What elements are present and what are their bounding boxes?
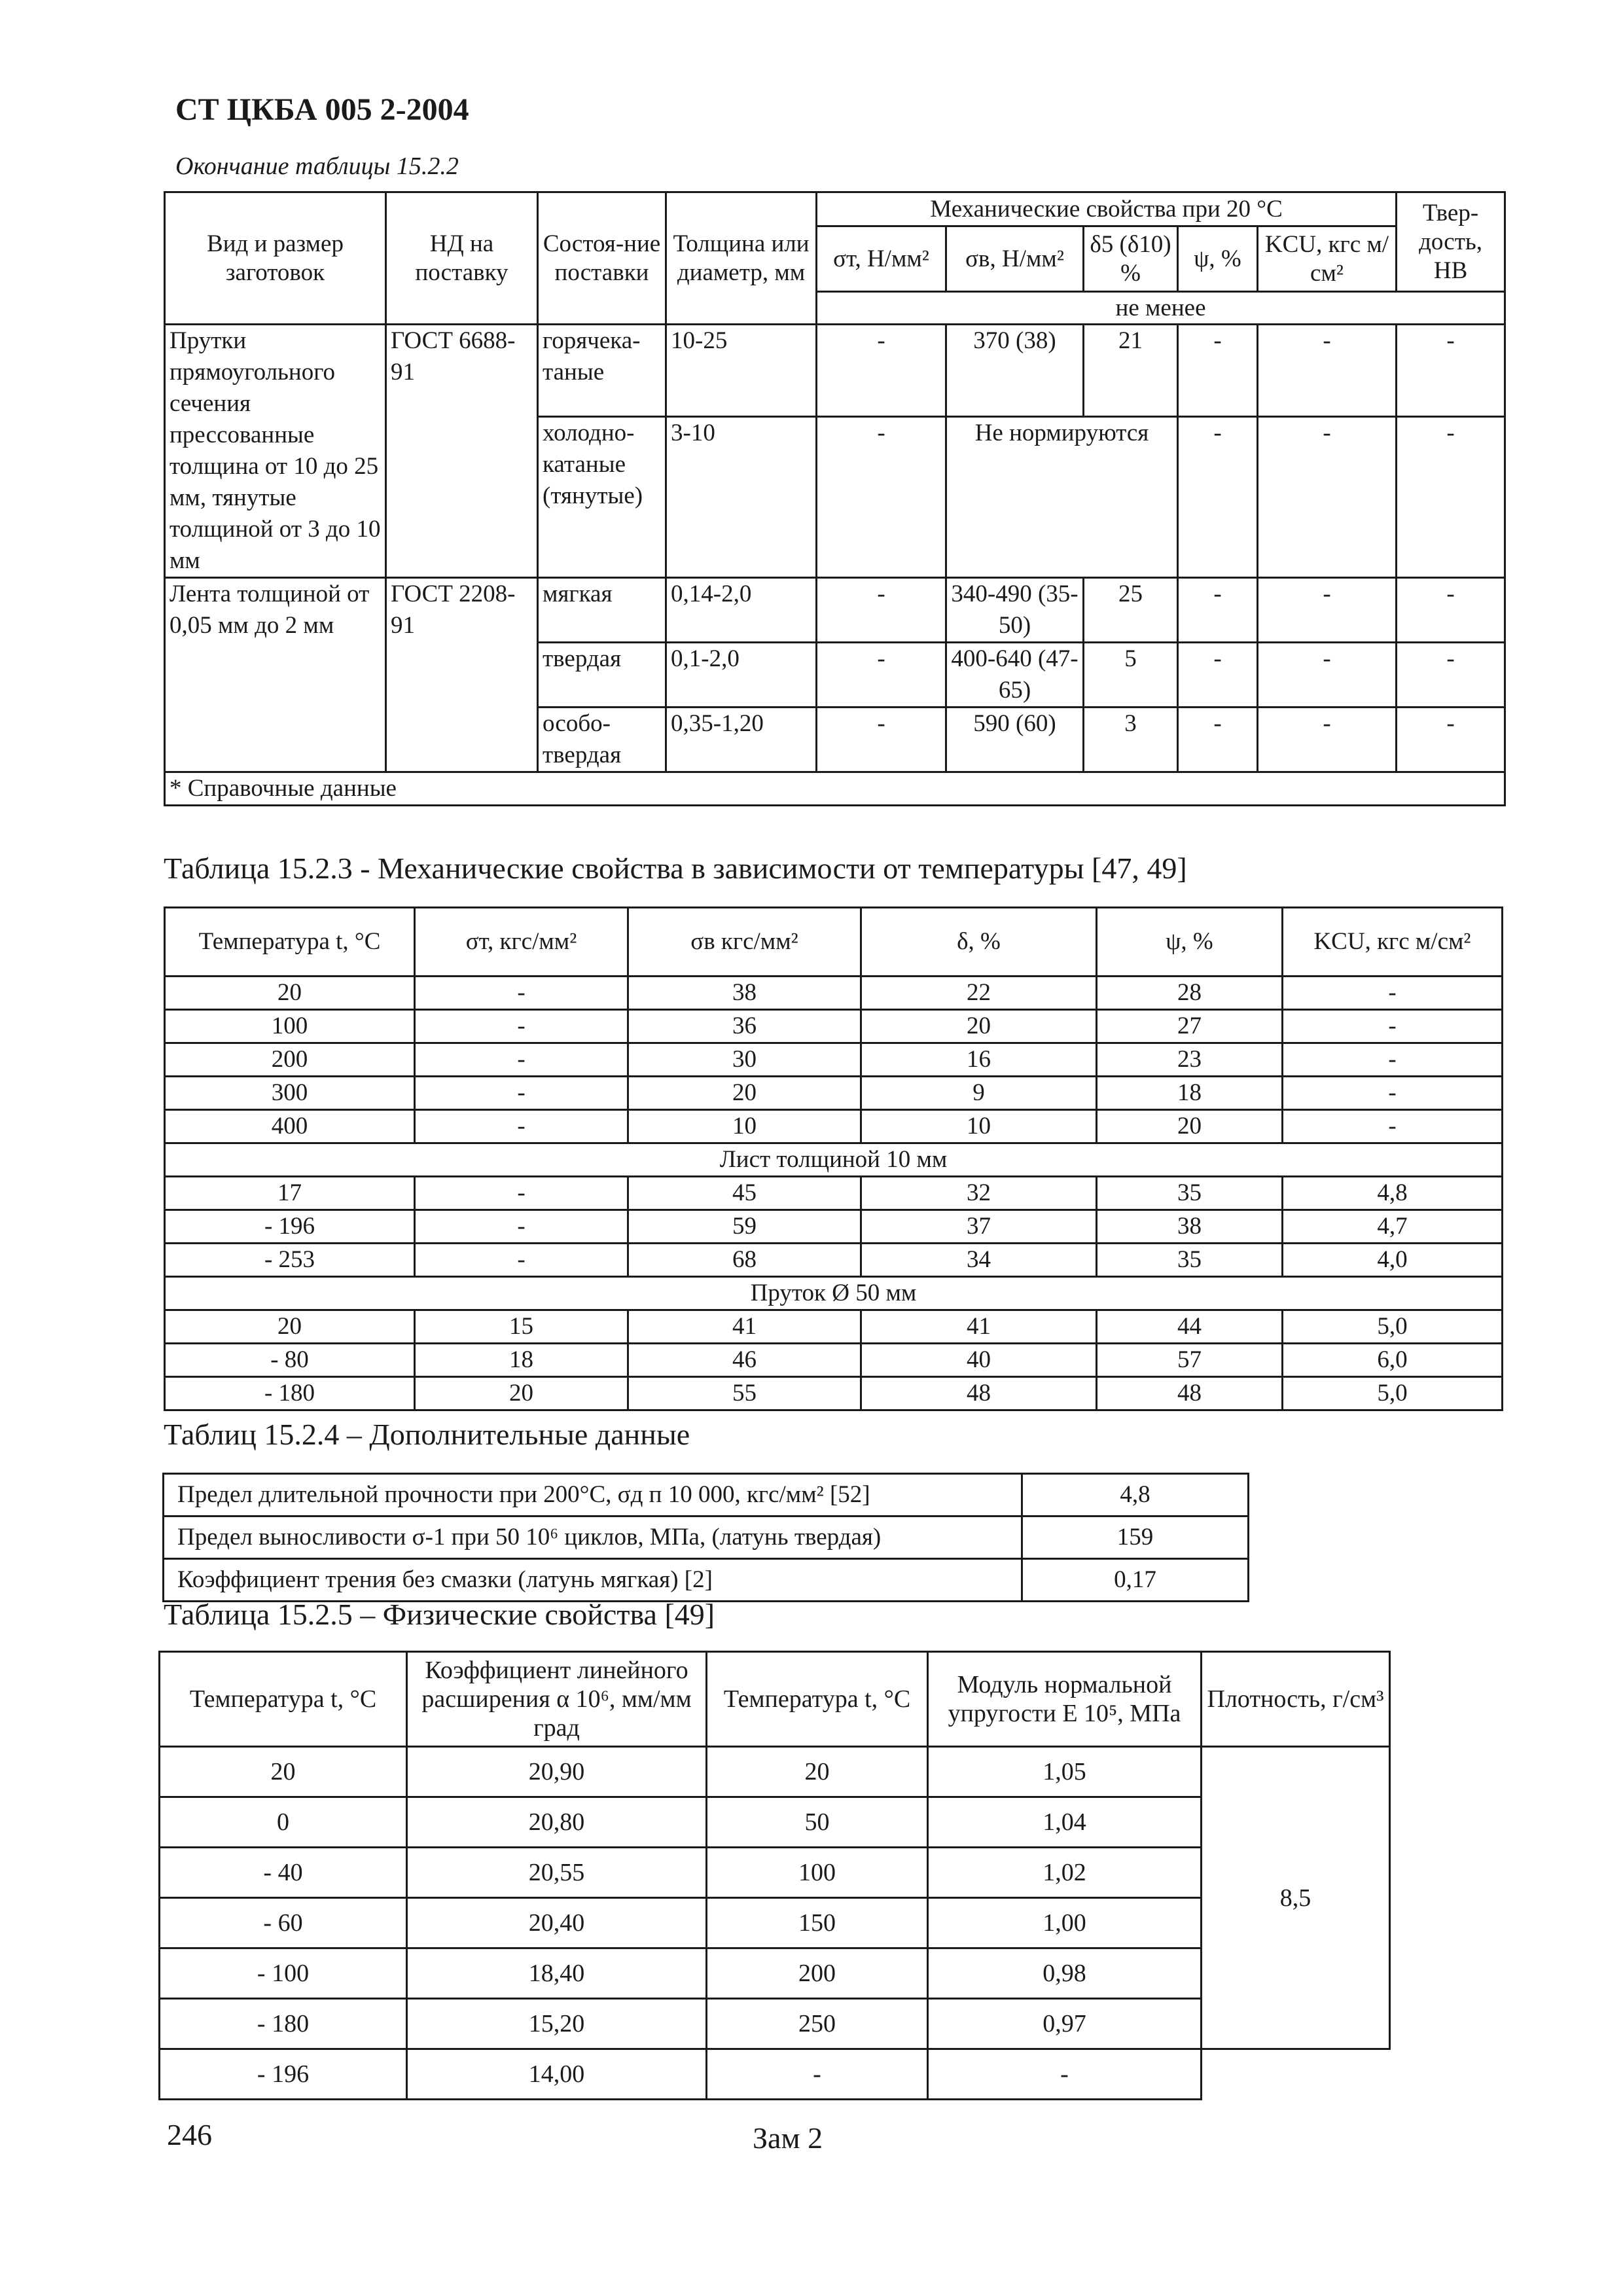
temperature-cell: 200 bbox=[165, 1043, 415, 1077]
sigma-v-cell: 340-490 (35-50) bbox=[946, 578, 1084, 643]
hardness-cell: - bbox=[1397, 643, 1505, 708]
hardness-cell: - bbox=[1397, 416, 1505, 577]
table-15-2-5 bbox=[158, 1651, 1391, 2100]
sigma-v-cell: 46 bbox=[628, 1344, 861, 1377]
property-label: Коэффициент трения без смазки (латунь мягкая) [2] bbox=[164, 1559, 1022, 1602]
state-cell: мягкая bbox=[538, 578, 666, 643]
delta-cell: 21 bbox=[1084, 325, 1178, 417]
document-code: СТ ЦКБА 005 2-2004 bbox=[175, 92, 469, 127]
kcu-cell: - bbox=[1258, 708, 1397, 772]
thickness-cell: 0,14-2,0 bbox=[666, 578, 817, 643]
rows-sheet bbox=[165, 1177, 1503, 1277]
table-footnote: * Справочные данные bbox=[165, 772, 1505, 806]
alpha-cell: 18,40 bbox=[407, 1948, 707, 1999]
kcu-cell: 6,0 bbox=[1283, 1344, 1503, 1377]
sigma-v-cell: 38 bbox=[628, 977, 861, 1010]
sigma-t-cell: - bbox=[817, 708, 946, 772]
header-hardness: Твер-дость, НВ bbox=[1397, 192, 1505, 292]
temperature-cell: - 196 bbox=[165, 1210, 415, 1244]
kcu-cell: - bbox=[1283, 977, 1503, 1010]
temperature-cell: 300 bbox=[165, 1077, 415, 1110]
kcu-cell: - bbox=[1258, 325, 1397, 417]
delta-cell: 5 bbox=[1084, 643, 1178, 708]
psi-cell: 28 bbox=[1097, 977, 1283, 1010]
alpha-cell: 20,55 bbox=[407, 1848, 707, 1898]
header-elastic-modulus: Модуль нормальной упругости E 10⁵, МПа bbox=[928, 1652, 1202, 1747]
temperature-cell: 250 bbox=[707, 1999, 928, 2049]
kcu-cell: 4,0 bbox=[1283, 1244, 1503, 1277]
hardness-cell: - bbox=[1397, 578, 1505, 643]
table-continuation-caption: Окончание таблицы 15.2.2 bbox=[175, 152, 459, 180]
temperature-cell: - 40 bbox=[160, 1848, 407, 1898]
header-kcu: KCU, кгс м/см² bbox=[1258, 226, 1397, 292]
section-rod-50mm: Пруток Ø 50 мм bbox=[165, 1277, 1503, 1310]
sigma-t-cell: 15 bbox=[415, 1310, 628, 1344]
temperature-cell: 20 bbox=[165, 1310, 415, 1344]
elastic-modulus-cell: 1,00 bbox=[928, 1898, 1202, 1948]
kcu-cell: - bbox=[1283, 1110, 1503, 1143]
table-row bbox=[164, 1474, 1249, 1516]
psi-cell: - bbox=[1178, 643, 1258, 708]
temperature-cell: - 60 bbox=[160, 1898, 407, 1948]
group1-kind: Прутки прямоугольного сечения прессованные толщина от 10 до 25 мм, тянутые толщиной от 3 до 10 мм bbox=[165, 325, 386, 578]
rows-rod bbox=[165, 1310, 1503, 1410]
delta-cell: 3 bbox=[1084, 708, 1178, 772]
sigma-v-cell: 30 bbox=[628, 1043, 861, 1077]
temperature-cell: 0 bbox=[160, 1797, 407, 1848]
alpha-cell: 20,40 bbox=[407, 1898, 707, 1948]
state-cell: горячека-таные bbox=[538, 325, 666, 417]
temperature-cell: - bbox=[707, 2049, 928, 2100]
density-value: 8,5 bbox=[1202, 1747, 1390, 2049]
table-row bbox=[165, 977, 1503, 1010]
elastic-modulus-cell: 1,05 bbox=[928, 1747, 1202, 1797]
elastic-modulus-cell: - bbox=[928, 2049, 1202, 2100]
temperature-cell: 17 bbox=[165, 1177, 415, 1210]
elastic-modulus-cell: 0,98 bbox=[928, 1948, 1202, 1999]
kcu-cell: - bbox=[1258, 416, 1397, 577]
header-not-less: не менее bbox=[817, 292, 1505, 325]
table-15-2-3-caption: Таблица 15.2.3 - Механические свойства в зависимости от температуры [47, 49] bbox=[164, 852, 1187, 885]
header-sigma-v: σв кгс/мм² bbox=[628, 908, 861, 977]
delta-cell: 37 bbox=[861, 1210, 1097, 1244]
temperature-cell: - 253 bbox=[165, 1244, 415, 1277]
kcu-cell: - bbox=[1283, 1010, 1503, 1043]
delta-cell: 34 bbox=[861, 1244, 1097, 1277]
table-row bbox=[165, 1244, 1503, 1277]
alpha-cell: 20,90 bbox=[407, 1747, 707, 1797]
psi-cell: - bbox=[1178, 325, 1258, 417]
sigma-v-cell: 10 bbox=[628, 1110, 861, 1143]
table-row bbox=[164, 1516, 1249, 1559]
alpha-cell: 14,00 bbox=[407, 2049, 707, 2100]
psi-cell: 44 bbox=[1097, 1310, 1283, 1344]
temperature-cell: - 196 bbox=[160, 2049, 407, 2100]
sigma-t-cell: - bbox=[817, 325, 946, 417]
psi-cell: 18 bbox=[1097, 1077, 1283, 1110]
sigma-t-cell: 18 bbox=[415, 1344, 628, 1377]
elastic-modulus-cell: 1,02 bbox=[928, 1848, 1202, 1898]
hardness-cell: - bbox=[1397, 325, 1505, 417]
psi-cell: - bbox=[1178, 416, 1258, 577]
temperature-cell: 20 bbox=[160, 1747, 407, 1797]
table-15-2-5-caption: Таблица 15.2.5 – Физические свойства [49] bbox=[164, 1598, 715, 1631]
header-density: Плотность, г/см³ bbox=[1202, 1652, 1390, 1747]
elastic-modulus-cell: 1,04 bbox=[928, 1797, 1202, 1848]
header-temperature: Температура t, °С bbox=[165, 908, 415, 977]
sigma-t-cell: 20 bbox=[415, 1377, 628, 1410]
sigma-t-cell: - bbox=[415, 1244, 628, 1277]
delta-cell: 16 bbox=[861, 1043, 1097, 1077]
temperature-cell: - 180 bbox=[165, 1377, 415, 1410]
psi-cell: - bbox=[1178, 578, 1258, 643]
property-value: 159 bbox=[1022, 1516, 1249, 1559]
psi-cell: 35 bbox=[1097, 1244, 1283, 1277]
thickness-cell: 0,1-2,0 bbox=[666, 643, 817, 708]
kcu-cell: - bbox=[1258, 643, 1397, 708]
psi-cell: 20 bbox=[1097, 1110, 1283, 1143]
temperature-cell: 20 bbox=[165, 977, 415, 1010]
rows-general bbox=[165, 977, 1503, 1143]
kcu-cell: 4,7 bbox=[1283, 1210, 1503, 1244]
delta-cell: 48 bbox=[861, 1377, 1097, 1410]
thickness-cell: 3-10 bbox=[666, 416, 817, 577]
header-delta: δ5 (δ10) % bbox=[1084, 226, 1178, 292]
header-kcu: KCU, кгс м/см² bbox=[1283, 908, 1503, 977]
header-sigma-t: σт, Н/мм² bbox=[817, 226, 946, 292]
kcu-cell: - bbox=[1258, 578, 1397, 643]
sigma-v-cell: 41 bbox=[628, 1310, 861, 1344]
table-15-2-3 bbox=[164, 906, 1503, 1411]
sigma-t-cell: - bbox=[415, 1110, 628, 1143]
hardness-cell: - bbox=[1397, 708, 1505, 772]
sigma-v-cell: 590 (60) bbox=[946, 708, 1084, 772]
sigma-v-cell: 45 bbox=[628, 1177, 861, 1210]
table-row bbox=[165, 1177, 1503, 1210]
header-alpha: Коэффициент линейного расширения α 10⁶, мм/мм град bbox=[407, 1652, 707, 1747]
kcu-cell: - bbox=[1283, 1043, 1503, 1077]
elastic-modulus-cell: 0,97 bbox=[928, 1999, 1202, 2049]
page-number: 246 bbox=[167, 2118, 212, 2151]
psi-cell: 35 bbox=[1097, 1177, 1283, 1210]
psi-cell: 57 bbox=[1097, 1344, 1283, 1377]
psi-cell: 23 bbox=[1097, 1043, 1283, 1077]
table-row bbox=[165, 1377, 1503, 1410]
header-state: Состоя-ние поставки bbox=[538, 192, 666, 325]
table-row bbox=[165, 1344, 1503, 1377]
delta-cell: 10 bbox=[861, 1110, 1097, 1143]
header-sigma-v: σв, Н/мм² bbox=[946, 226, 1084, 292]
header-temperature-2: Температура t, °С bbox=[707, 1652, 928, 1747]
sigma-t-cell: - bbox=[817, 578, 946, 643]
sigma-t-cell: - bbox=[415, 1043, 628, 1077]
delta-cell: 25 bbox=[1084, 578, 1178, 643]
temperature-cell: 20 bbox=[707, 1747, 928, 1797]
thickness-cell: 0,35-1,20 bbox=[666, 708, 817, 772]
psi-cell: 48 bbox=[1097, 1377, 1283, 1410]
not-normalized-cell: Не нормируются bbox=[946, 416, 1178, 577]
table-row bbox=[165, 1043, 1503, 1077]
delta-cell: 41 bbox=[861, 1310, 1097, 1344]
header-thickness: Толщина или диаметр, мм bbox=[666, 192, 817, 325]
temperature-cell: 100 bbox=[707, 1848, 928, 1898]
psi-cell: - bbox=[1178, 708, 1258, 772]
empty-cell bbox=[1202, 2049, 1390, 2100]
sigma-v-cell: 36 bbox=[628, 1010, 861, 1043]
delta-cell: 20 bbox=[861, 1010, 1097, 1043]
section-sheet-10mm: Лист толщиной 10 мм bbox=[165, 1143, 1503, 1177]
table-15-2-4 bbox=[162, 1473, 1249, 1602]
sigma-v-cell: 400-640 (47-65) bbox=[946, 643, 1084, 708]
header-kind: Вид и размер заготовок bbox=[165, 192, 386, 325]
table-row bbox=[165, 1310, 1503, 1344]
state-cell: холодно-катаные (тянутые) bbox=[538, 416, 666, 577]
header-psi: ψ, % bbox=[1178, 226, 1258, 292]
header-nd: НД на поставку bbox=[386, 192, 538, 325]
psi-cell: 27 bbox=[1097, 1010, 1283, 1043]
property-label: Предел длительной прочности при 200°С, σд п 10 000, кгс/мм² [52] bbox=[164, 1474, 1022, 1516]
table-row bbox=[165, 1077, 1503, 1110]
state-cell: твердая bbox=[538, 643, 666, 708]
temperature-cell: - 180 bbox=[160, 1999, 407, 2049]
sigma-t-cell: - bbox=[415, 1177, 628, 1210]
alpha-cell: 15,20 bbox=[407, 1999, 707, 2049]
group2-standard: ГОСТ 2208-91 bbox=[386, 578, 538, 772]
state-cell: особо-твердая bbox=[538, 708, 666, 772]
temperature-cell: - 100 bbox=[160, 1948, 407, 1999]
temperature-cell: - 80 bbox=[165, 1344, 415, 1377]
amendment-label: Зам 2 bbox=[753, 2121, 823, 2155]
sigma-t-cell: - bbox=[415, 977, 628, 1010]
header-mech-props: Механические свойства при 20 °С bbox=[817, 192, 1397, 226]
table-row bbox=[160, 2049, 1390, 2100]
property-value: 0,17 bbox=[1022, 1559, 1249, 1602]
sigma-v-cell: 59 bbox=[628, 1210, 861, 1244]
sigma-v-cell: 68 bbox=[628, 1244, 861, 1277]
delta-cell: 9 bbox=[861, 1077, 1097, 1110]
kcu-cell: 5,0 bbox=[1283, 1310, 1503, 1344]
table-row bbox=[165, 1210, 1503, 1244]
table-row bbox=[165, 1110, 1503, 1143]
sigma-t-cell: - bbox=[415, 1210, 628, 1244]
kcu-cell: 4,8 bbox=[1283, 1177, 1503, 1210]
sigma-v-cell: 55 bbox=[628, 1377, 861, 1410]
group2-kind: Лента толщиной от 0,05 мм до 2 мм bbox=[165, 578, 386, 772]
property-label: Предел выносливости σ-1 при 50 10⁶ циклов, МПа, (латунь твердая) bbox=[164, 1516, 1022, 1559]
table-15-2-4-caption: Таблиц 15.2.4 – Дополнительные данные bbox=[164, 1418, 690, 1451]
temperature-cell: 200 bbox=[707, 1948, 928, 1999]
property-value: 4,8 bbox=[1022, 1474, 1249, 1516]
table-15-2-2 bbox=[164, 191, 1506, 806]
kcu-cell: - bbox=[1283, 1077, 1503, 1110]
psi-cell: 38 bbox=[1097, 1210, 1283, 1244]
sigma-v-cell: 20 bbox=[628, 1077, 861, 1110]
temperature-cell: 150 bbox=[707, 1898, 928, 1948]
header-temperature-1: Температура t, °С bbox=[160, 1652, 407, 1747]
delta-cell: 32 bbox=[861, 1177, 1097, 1210]
header-delta: δ, % bbox=[861, 908, 1097, 977]
delta-cell: 40 bbox=[861, 1344, 1097, 1377]
group1-standard: ГОСТ 6688-91 bbox=[386, 325, 538, 578]
temperature-cell: 50 bbox=[707, 1797, 928, 1848]
temperature-cell: 100 bbox=[165, 1010, 415, 1043]
header-sigma-t: σт, кгс/мм² bbox=[415, 908, 628, 977]
table-row bbox=[164, 1559, 1249, 1602]
temperature-cell: 400 bbox=[165, 1110, 415, 1143]
table-row bbox=[160, 1747, 1390, 1797]
header-psi: ψ, % bbox=[1097, 908, 1283, 977]
sigma-t-cell: - bbox=[415, 1010, 628, 1043]
sigma-t-cell: - bbox=[415, 1077, 628, 1110]
sigma-v-cell: 370 (38) bbox=[946, 325, 1084, 417]
table-row bbox=[165, 1010, 1503, 1043]
thickness-cell: 10-25 bbox=[666, 325, 817, 417]
sigma-t-cell: - bbox=[817, 416, 946, 577]
alpha-cell: 20,80 bbox=[407, 1797, 707, 1848]
kcu-cell: 5,0 bbox=[1283, 1377, 1503, 1410]
sigma-t-cell: - bbox=[817, 643, 946, 708]
delta-cell: 22 bbox=[861, 977, 1097, 1010]
